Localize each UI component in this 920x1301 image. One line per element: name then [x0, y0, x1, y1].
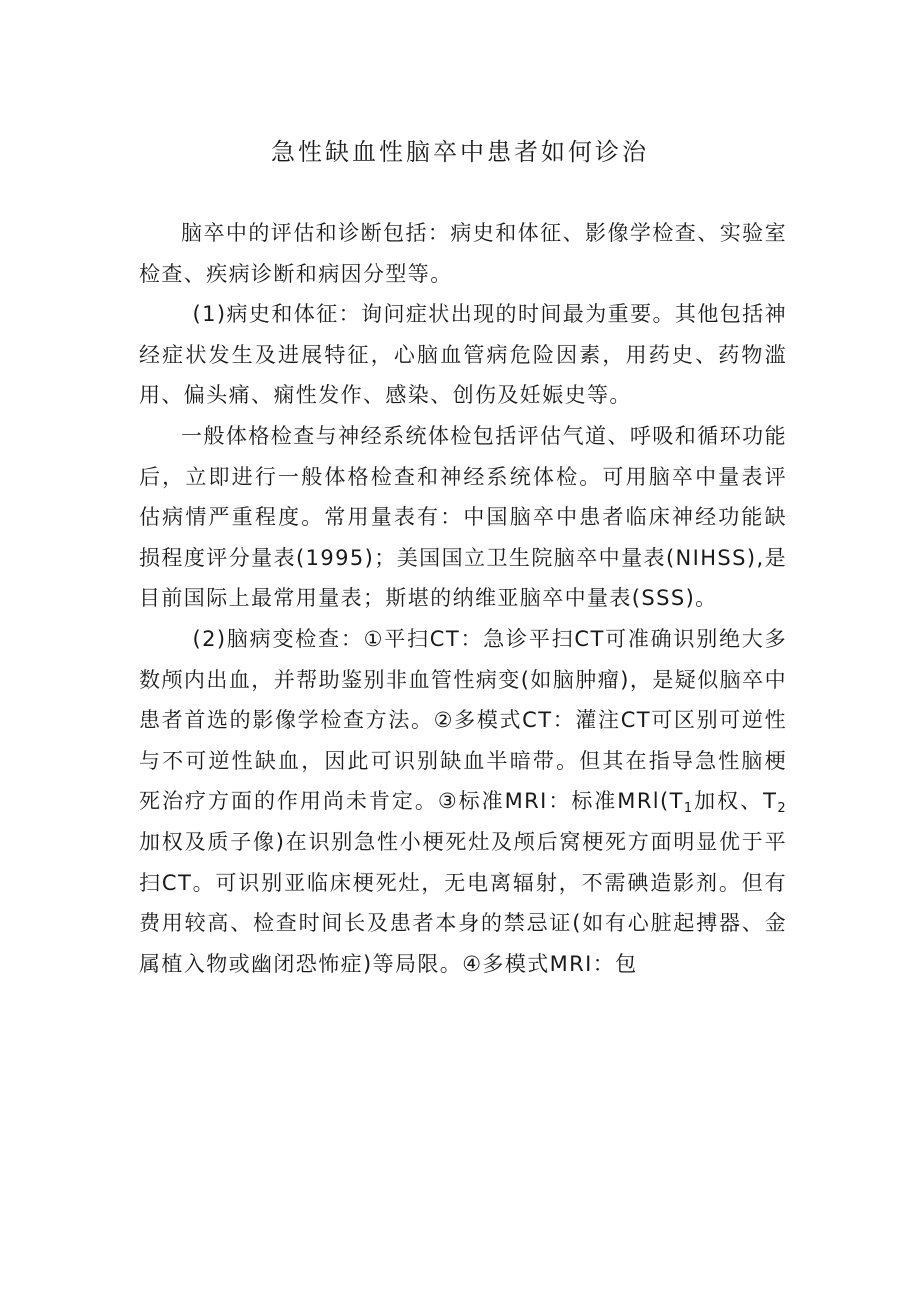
paragraph-history-and-signs: (1)病史和体征：询问症状出现的时间最为重要。其他包括神经症状发生及进展特征，心脑血管病危险因素，用药史、药物滥用、偏头痛、痫性发作、感染、创伤及妊娠史等。: [139, 302, 787, 408]
paragraph-physical-exam: 一般体格检查与神经系统体检包括评估气道、呼吸和循环功能后，立即进行一般体格检查和神经系统体检。可用脑卒中量表评估病情严重程度。常用量表有：中国脑卒中患者临床神经功能缺损程度评分量表(1995)；美国国立卫生院脑卒中量表(NIHSS),是目前国际上最常用量表；斯堪的纳维亚脑卒中量表(SSS)。: [139, 423, 787, 611]
t2-subscript: 2: [777, 801, 788, 817]
document-title: 急性缺血性脑卒中患者如何诊治: [271, 138, 649, 167]
imaging-text-part-3: 加权及质子像)在识别急性小梗死灶及颅后窝梗死方面明显优于平扫CT。可识别亚临床梗死灶，无电离辐射，不需碘造影剂。但有费用较高、检查时间长及患者本身的禁忌证(如有心脏起搏器、金属植入物或幽闭恐怖症)等局限。④多模式MRI：包: [139, 829, 787, 976]
imaging-text-part-1: (2)脑病变检查：①平扫CT：急诊平扫CT可准确识别绝大多数颅内出血，并帮助鉴别非血管性病变(如脑肿瘤)，是疑似脑卒中患者首选的影像学检查方法。②多模式CT：灌注CT可区别可逆性与不可逆性缺血，因此可识别缺血半暗带。但其在指导急性脑梗死治疗方面的作用尚未肯定。③标准MRI：标准MRl(T: [139, 626, 787, 814]
t1-subscript: 1: [683, 801, 694, 817]
paragraph-intro: 脑卒中的评估和诊断包括：病史和体征、影像学检查、实验室检查、疾病诊断和病因分型等。: [139, 221, 787, 286]
document-body: [139, 213, 787, 984]
imaging-text-part-2: 加权、T: [693, 789, 778, 814]
paragraph-brain-imaging: [139, 619, 787, 984]
